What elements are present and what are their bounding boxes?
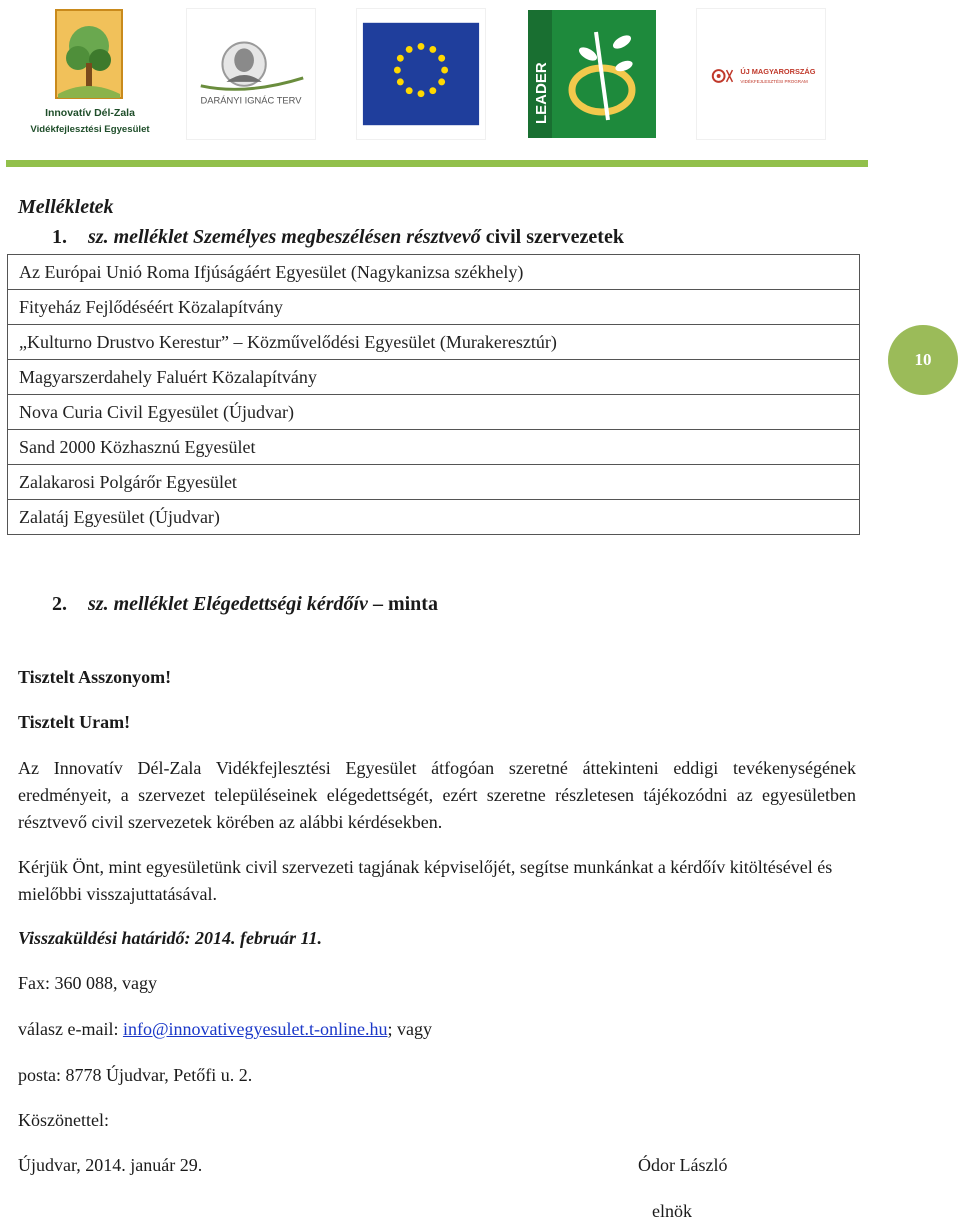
email-line: [18, 1019, 432, 1040]
annex1-number: 1.: [52, 226, 67, 248]
thanks-line: Köszönettel:: [18, 1110, 109, 1130]
leader-logo-graphic: [526, 8, 658, 140]
table-cell: Az Európai Unió Roma Ifjúságáért Egyesület (Nagykanizsa székhely): [8, 255, 860, 290]
table-row: [8, 255, 860, 290]
annex1-rest: civil szervezetek: [480, 226, 624, 248]
table-cell: Zalakarosi Polgárőr Egyesület: [8, 465, 860, 500]
table-cell: Magyarszerdahely Faluért Közalapítvány: [8, 360, 860, 395]
annex2-rest: – minta: [367, 593, 438, 615]
greeting-sir: Tisztelt Uram!: [18, 712, 131, 732]
daranyi-logo-graphic: [187, 9, 315, 139]
table-cell: „Kulturno Drustvo Kerestur” – Közművelődési Egyesület (Murakeresztúr): [8, 325, 860, 360]
email-prefix: válasz e-mail:: [18, 1019, 123, 1039]
table-row: [8, 465, 860, 500]
table-cell: Nova Curia Civil Egyesület (Újudvar): [8, 395, 860, 430]
fax-line: Fax: 360 088, vagy: [18, 973, 157, 993]
intro-paragraph: Az Innovatív Dél-Zala Vidékfejlesztési Egyesület átfogóan szeretné áttekinteni eddigi tevékenységének eredményeit, a szervezet településeinek elégedettségét, ezért szeretne részletesen tájékozódni az egyesületben résztvevő civil szervezetek körében az alábbi kérdésekben.: [18, 758, 856, 832]
uj-magyarorszag-logo-graphic: [697, 9, 825, 139]
table-cell: Fityeház Fejlődéséért Közalapítvány: [8, 290, 860, 325]
header-rule: [6, 160, 868, 167]
daranyi-logo: [186, 8, 316, 140]
table-row: [8, 290, 860, 325]
innovativ-logo-line2: Vidékfejlesztési Egyesület: [30, 124, 150, 135]
eu-flag-icon: [357, 9, 485, 139]
email-link[interactable]: info@innovativegyesulet.t-online.hu: [122, 1019, 388, 1039]
page-number-badge: 10: [888, 325, 958, 395]
daranyi-logo-text: DARÁNYI IGNÁC TERV: [200, 95, 302, 106]
logo-row: [0, 0, 960, 160]
annex2-italic: sz. melléklet Elégedettségi kérdőív: [88, 593, 368, 615]
uj-magyarorszag-logo: [696, 8, 826, 140]
innovativ-logo: [28, 8, 152, 140]
eu-flag-logo: [356, 8, 486, 140]
place-date: Újudvar, 2014. január 29.: [18, 1155, 203, 1175]
uj-magyarorszag-line1: ÚJ MAGYARORSZÁG: [740, 67, 816, 76]
annex1-heading: [52, 226, 624, 249]
email-suffix: ; vagy: [387, 1019, 432, 1039]
leader-logo: [526, 8, 658, 140]
signer-name: Ódor László: [638, 1155, 728, 1175]
table-row: [8, 500, 860, 535]
table-row: [8, 395, 860, 430]
innovativ-logo-line1: Innovatív Dél-Zala: [45, 107, 135, 119]
annex1-italic: sz. melléklet Személyes megbeszélésen résztvevő: [88, 226, 481, 248]
return-deadline: Visszaküldési határidő: 2014. február 11.: [18, 928, 323, 948]
uj-magyarorszag-line2: VIDÉKFEJLESZTÉSI PROGRAM: [740, 78, 808, 84]
organisations-table: [7, 254, 860, 535]
postal-address: posta: 8778 Újudvar, Petőfi u. 2.: [18, 1065, 253, 1085]
signer-title: elnök: [652, 1201, 692, 1221]
annex2-heading: [52, 593, 438, 616]
table-cell: Zalatáj Egyesület (Újudvar): [8, 500, 860, 535]
section-title: Mellékletek: [18, 196, 114, 218]
table-row: [8, 360, 860, 395]
request-paragraph: Kérjük Önt, mint egyesületünk civil szervezeti tagjának képviselőjét, segítse munkánkat a kérdőív kitöltésével és mielőbbi visszajuttatásával.: [18, 857, 833, 904]
table-row: [8, 325, 860, 360]
annex2-number: 2.: [52, 593, 67, 615]
table-cell: Sand 2000 Közhasznú Egyesület: [8, 430, 860, 465]
innovativ-logo-graphic: [28, 8, 152, 140]
greeting-madam: Tisztelt Asszonyom!: [18, 667, 172, 687]
leader-logo-text: LEADER: [533, 62, 550, 124]
table-row: [8, 430, 860, 465]
